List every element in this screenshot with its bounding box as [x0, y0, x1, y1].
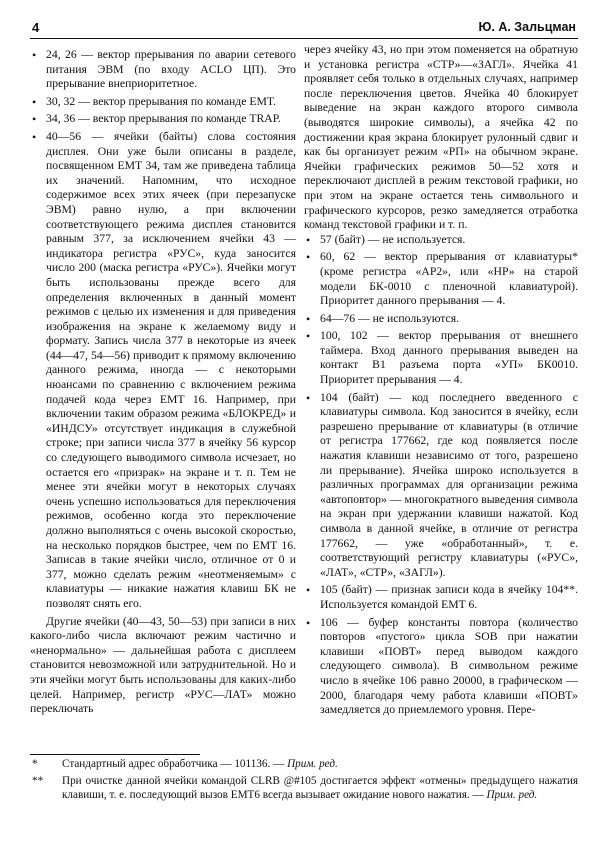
- list-item-text: 30, 32 — вектор прерывания по команде EMT.: [46, 94, 277, 108]
- bullet-icon: •: [32, 129, 37, 144]
- list-item: [304, 391, 578, 581]
- list-item: [30, 95, 296, 110]
- list-item: [304, 329, 578, 387]
- list-item-text: 106 — буфер константы повтора (количество повторов «пустого» цикла SOB при нажатии клавиши «ПОВТ» перед выводом каждого следующего символа). В символьном режиме число в ячейке 106 равно 20000, в графическом — 2000, благодаря чему работа клавиши «ПОВТ» замедляется до приемлемого уровня. Пере-: [320, 615, 578, 717]
- body-paragraph: через ячейку 43, но при этом поменяется на обратную и установка регистра «СТР»—«ЗАГЛ». Ячейка 41 проявляет себя только в отдельных случаях, например после переключения цветов. Ячейка 40 блокирует выведение на экран каждого второго символа (выводятся широкие символы), а ячейка 42 по достижении края экрана блокирует рулонный сдвиг и как бы организует режим «РП» на обычном экране. Ячейки графических режимов 50—52 хотя и переключают дисплей в режим текстовой графики, но при этом на экране остается тень символьного и графического курсоров, резко замедляется отработка команд текстовой графики и т. п.: [304, 43, 578, 232]
- list-item-text: 60, 62 — вектор прерывания от клавиатуры* (кроме регистра «АР2», или «НР» на старой модели БК-0010 с пленочной клавиатурой). Приоритет данного прерывания — 4.: [320, 250, 578, 308]
- bullet-icon: •: [32, 94, 37, 109]
- footnote-divider: [30, 754, 200, 755]
- bullet-icon: •: [306, 311, 311, 326]
- running-head: Ю. А. Зальцман: [478, 20, 576, 34]
- list-item-text: 24, 26 — вектор прерывания по аварии сетевого питания ЭВМ (по входу ACLO ЦП). Это прерывание внеприоритетное.: [46, 48, 296, 91]
- list-item: [30, 112, 296, 127]
- list-item-text: 104 (байт) — код последнего введенного с клавиатуры символа. Код заносится в ячейку, если разрешено прерывание от клавиатуры (в отличие от регистра 177662, где код появляется после нажатия клавиши независимо от того, разрешено ли прерывание). Ячейка широко используется в различных программах для организации режима «автоповтор» — многократного выведения символа на экран при удержании клавиши нажатой. Код символа в данной ячейке, в отличие от регистра 177662, — уже «обработанный», т. е. соответствующий регистру клавиатуры («РУС», «ЛАТ», «СТР», «ЗАГЛ»).: [320, 390, 578, 579]
- bullet-icon: •: [306, 329, 311, 344]
- bullet-icon: •: [306, 250, 311, 265]
- list-item-text: 105 (байт) — признак записи кода в ячейку 104**. Используется командой EMT 6.: [320, 583, 578, 611]
- list-item: [304, 616, 578, 718]
- list-item-text: 40—56 — ячейки (байты) слова состояния дисплея. Они уже были описаны в разделе, посвященном EMT 34, там же приведена таблица их значений. Напомним, что исходное содержимое всех этих ячеек (при перезапуске ЭВМ) равно нулю, а при включении соответствующего режима дисплея становится равным 377, за исключением ячейки 43 — индикатора регистра «РУС», куда заносится число 200 (маска регистра «РУС»). Ячейки могут быть использованы прежде всего для определения включенных в данный момент режимов с целью их изменения и для приведения изображения на экране к желаемому виду и формату. Запись числа 377 в некоторые из ячеек (44—47, 54—56) приводит к прямому включению данного режима, иногда — с некоторыми нюансами по сравнению с включением режима подачей кода через EMT 16. Например, при включении таким образом режима «БЛОКРЕД» и «ИНДСУ» отсутствует индикация в служебной строке; при записи числа 377 в ячейку 56 курсор со следующего выводимого символа исчезает, но остается его «призрак» на экране и т. п. Тем не менее эти ячейки могут в некоторых случаях очень успешно использоваться для переключения режимов, особенно когда это переключение должно выполняться с очень высокой скоростью, на несколько порядков быстрее, чем по EMT 16. Записав в такие ячейки число, отличное от 0 и 377, можно сделать режим «неотменяемым» с клавиатуры — никакие нажатия клавиш БК не позволят снять его.: [46, 129, 296, 610]
- footnote-mark: **: [32, 774, 44, 787]
- bullet-icon: •: [306, 615, 311, 630]
- footnote-note: Прим. ред.: [287, 758, 338, 770]
- bullet-icon: •: [306, 390, 311, 405]
- body-paragraph: Другие ячейки (40—43, 50—53) при записи в них какого-либо числа включают режим частично и «ненормально» — дальнейшая работа с дисплеем становится невозможной или затруднительной. Но и эти ячейки могут быть использованы для каких-либо целей. Например, регистр «РУС—ЛАТ» можно переключать: [30, 614, 296, 716]
- footnote-text: При очистке данной ячейки командой CLRB @#105 достигается эффект «отмены» предыдущего нажатия клавиши, т. е. последующий вызов EMT6 всегда вызывает ожидание нового нажатия. —: [62, 774, 578, 801]
- footnotes: [30, 758, 578, 805]
- list-item: [30, 130, 296, 612]
- footnote: [30, 758, 578, 772]
- bullet-icon: •: [306, 583, 311, 598]
- footnote-text: Стандартный адрес обработчика — 101136. —: [62, 758, 285, 770]
- list-item: [304, 312, 578, 327]
- footnote: [30, 775, 578, 803]
- right-column: [304, 43, 578, 721]
- footnote-note: Прим. ред.: [486, 788, 538, 801]
- page-number: 4: [32, 20, 40, 35]
- list-item: [304, 233, 578, 248]
- bullet-icon: •: [306, 232, 311, 247]
- page-header: [30, 20, 578, 39]
- left-column: [30, 48, 296, 717]
- list-item-text: 57 (байт) — не используется.: [320, 232, 466, 246]
- list-item-text: 100, 102 — вектор прерывания от внешнего таймера. Вход данного прерывания выведен на контакт В1 разъема порта «УП» БК0010. Приоритет прерывания — 4.: [320, 329, 578, 387]
- list-item: [304, 250, 578, 308]
- list-item: [304, 583, 578, 612]
- footnote-mark: *: [32, 758, 38, 770]
- bullet-icon: •: [32, 48, 37, 62]
- list-item: [30, 48, 296, 92]
- bullet-icon: •: [32, 112, 37, 127]
- list-item-text: 34, 36 — вектор прерывания по команде TRAP.: [46, 112, 281, 126]
- list-item-text: 64—76 — не используются.: [320, 311, 460, 325]
